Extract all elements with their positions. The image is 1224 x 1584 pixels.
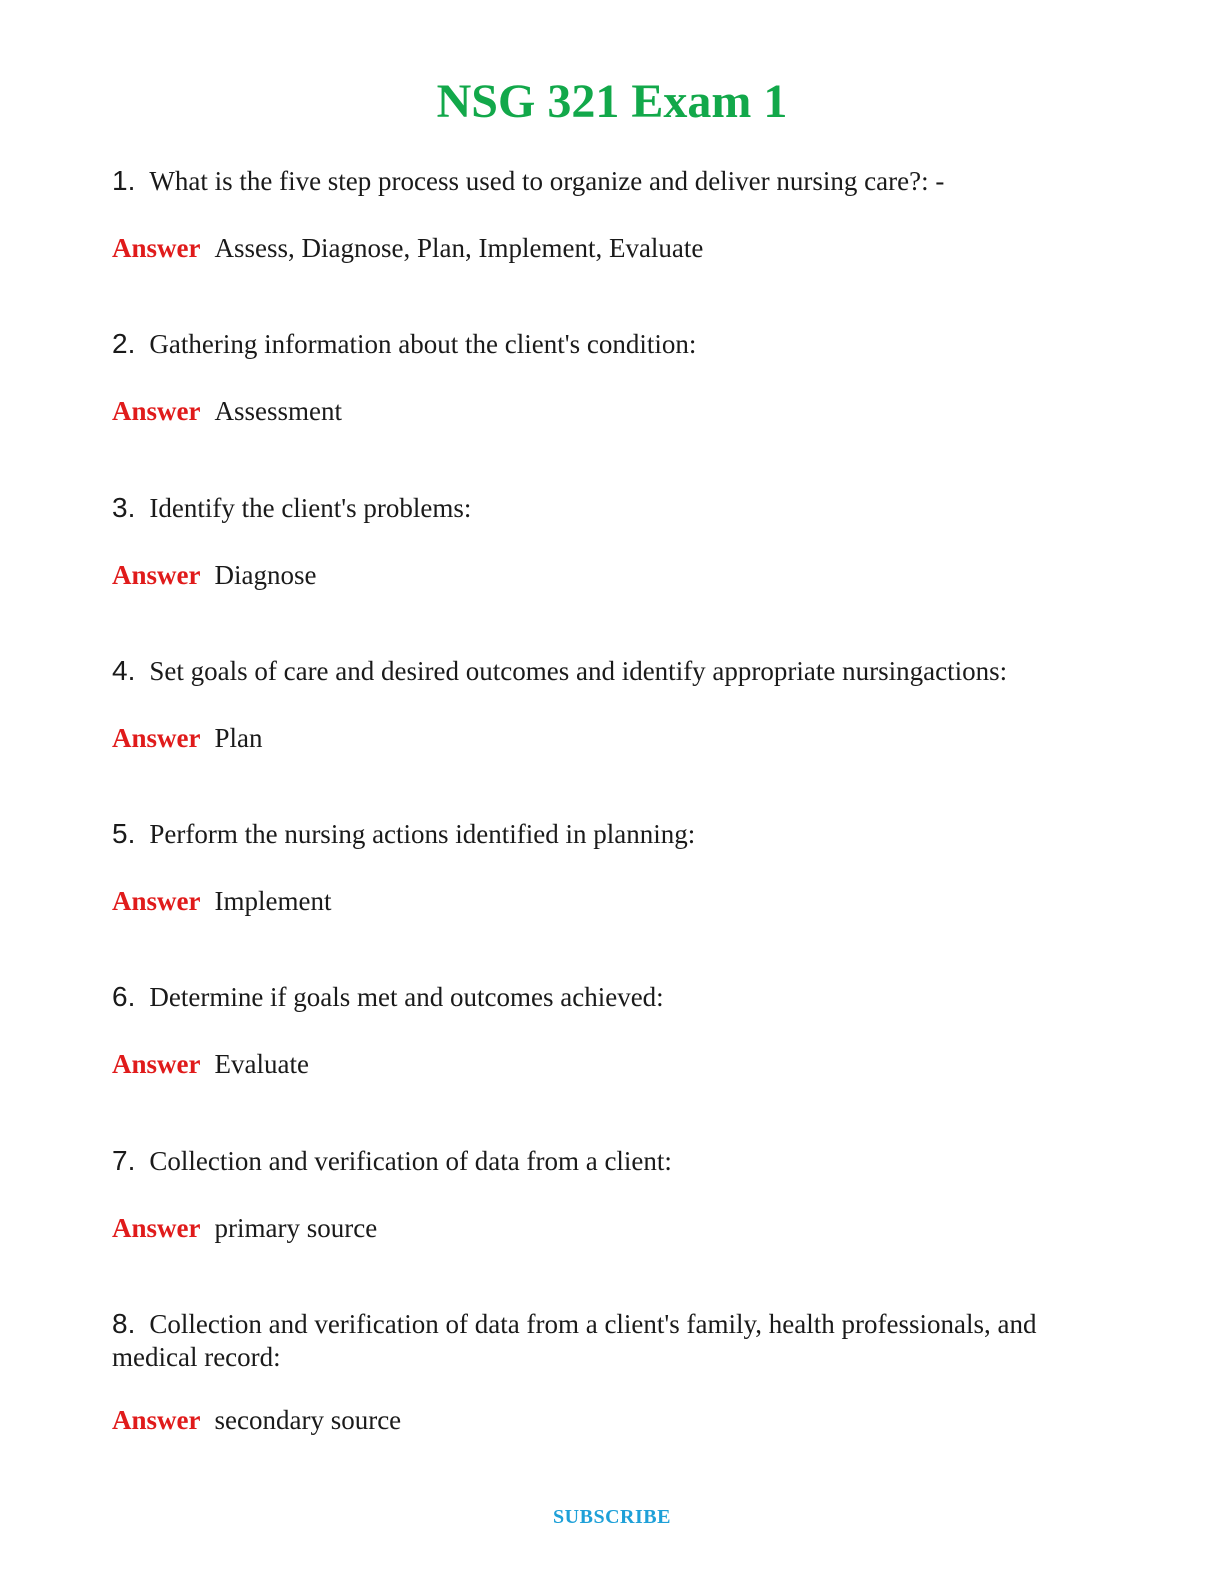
question-number: 1. (112, 165, 136, 196)
question-item-4 (112, 654, 1112, 753)
page-title: NSG 321 Exam 1 (436, 75, 788, 128)
answer-row (112, 1212, 377, 1245)
answer-label: Answer (112, 560, 201, 590)
answer-label: Answer (112, 396, 201, 426)
answer-row (112, 1404, 401, 1437)
question-text (112, 980, 1112, 1014)
answer-text: Plan (214, 723, 263, 753)
question-prompt: Identify the client's problems: (149, 493, 472, 523)
question-text (112, 817, 1112, 851)
answer-label: Answer (112, 723, 201, 753)
answer-label: Answer (112, 1213, 201, 1243)
question-text (112, 491, 1112, 525)
question-number: 7. (112, 1145, 136, 1176)
answer-text: primary source (214, 1213, 378, 1243)
question-number: 3. (112, 492, 136, 523)
answer-row (112, 885, 331, 918)
question-text (112, 164, 1112, 198)
question-item-3 (112, 491, 1112, 590)
question-item-6 (112, 980, 1112, 1079)
question-text (112, 1307, 1112, 1374)
answer-text: Assessment (214, 396, 342, 426)
question-number: 6. (112, 981, 136, 1012)
question-prompt: Collection and verification of data from a client: (149, 1146, 672, 1176)
question-prompt: Collection and verification of data from a client's family, health professionals, and medical record: (112, 1309, 1037, 1372)
subscribe-link[interactable]: SUBSCRIBE (553, 1506, 671, 1528)
answer-label: Answer (112, 1405, 201, 1435)
question-item-1 (112, 164, 1112, 263)
question-prompt: Determine if goals met and outcomes achieved: (149, 982, 664, 1012)
question-text (112, 327, 1112, 361)
question-number: 4. (112, 655, 136, 686)
question-number: 5. (112, 818, 136, 849)
answer-row (112, 722, 263, 755)
question-item-5 (112, 817, 1112, 916)
answer-label: Answer (112, 233, 201, 263)
question-item-8 (112, 1307, 1112, 1435)
answer-text: secondary source (214, 1405, 402, 1435)
question-number: 2. (112, 328, 136, 359)
question-prompt: Gathering information about the client's condition: (149, 329, 697, 359)
answer-row (112, 559, 316, 592)
answer-label: Answer (112, 1049, 201, 1079)
question-text (112, 1144, 1112, 1178)
answer-row (112, 1048, 309, 1081)
answer-text: Assess, Diagnose, Plan, Implement, Evaluate (214, 233, 704, 263)
answer-row (112, 232, 703, 265)
answer-text: Diagnose (214, 560, 317, 590)
question-item-2 (112, 327, 1112, 426)
answer-text: Implement (214, 886, 332, 916)
question-prompt: What is the five step process used to organize and deliver nursing care?: - (149, 166, 945, 196)
question-item-7 (112, 1144, 1112, 1243)
answer-text: Evaluate (214, 1049, 309, 1079)
question-prompt: Perform the nursing actions identified in planning: (149, 819, 696, 849)
answer-label: Answer (112, 886, 201, 916)
question-text (112, 654, 1112, 688)
answer-row (112, 395, 342, 428)
question-prompt: Set goals of care and desired outcomes and identify appropriate nursingactions: (149, 656, 1008, 686)
question-number: 8. (112, 1308, 136, 1339)
